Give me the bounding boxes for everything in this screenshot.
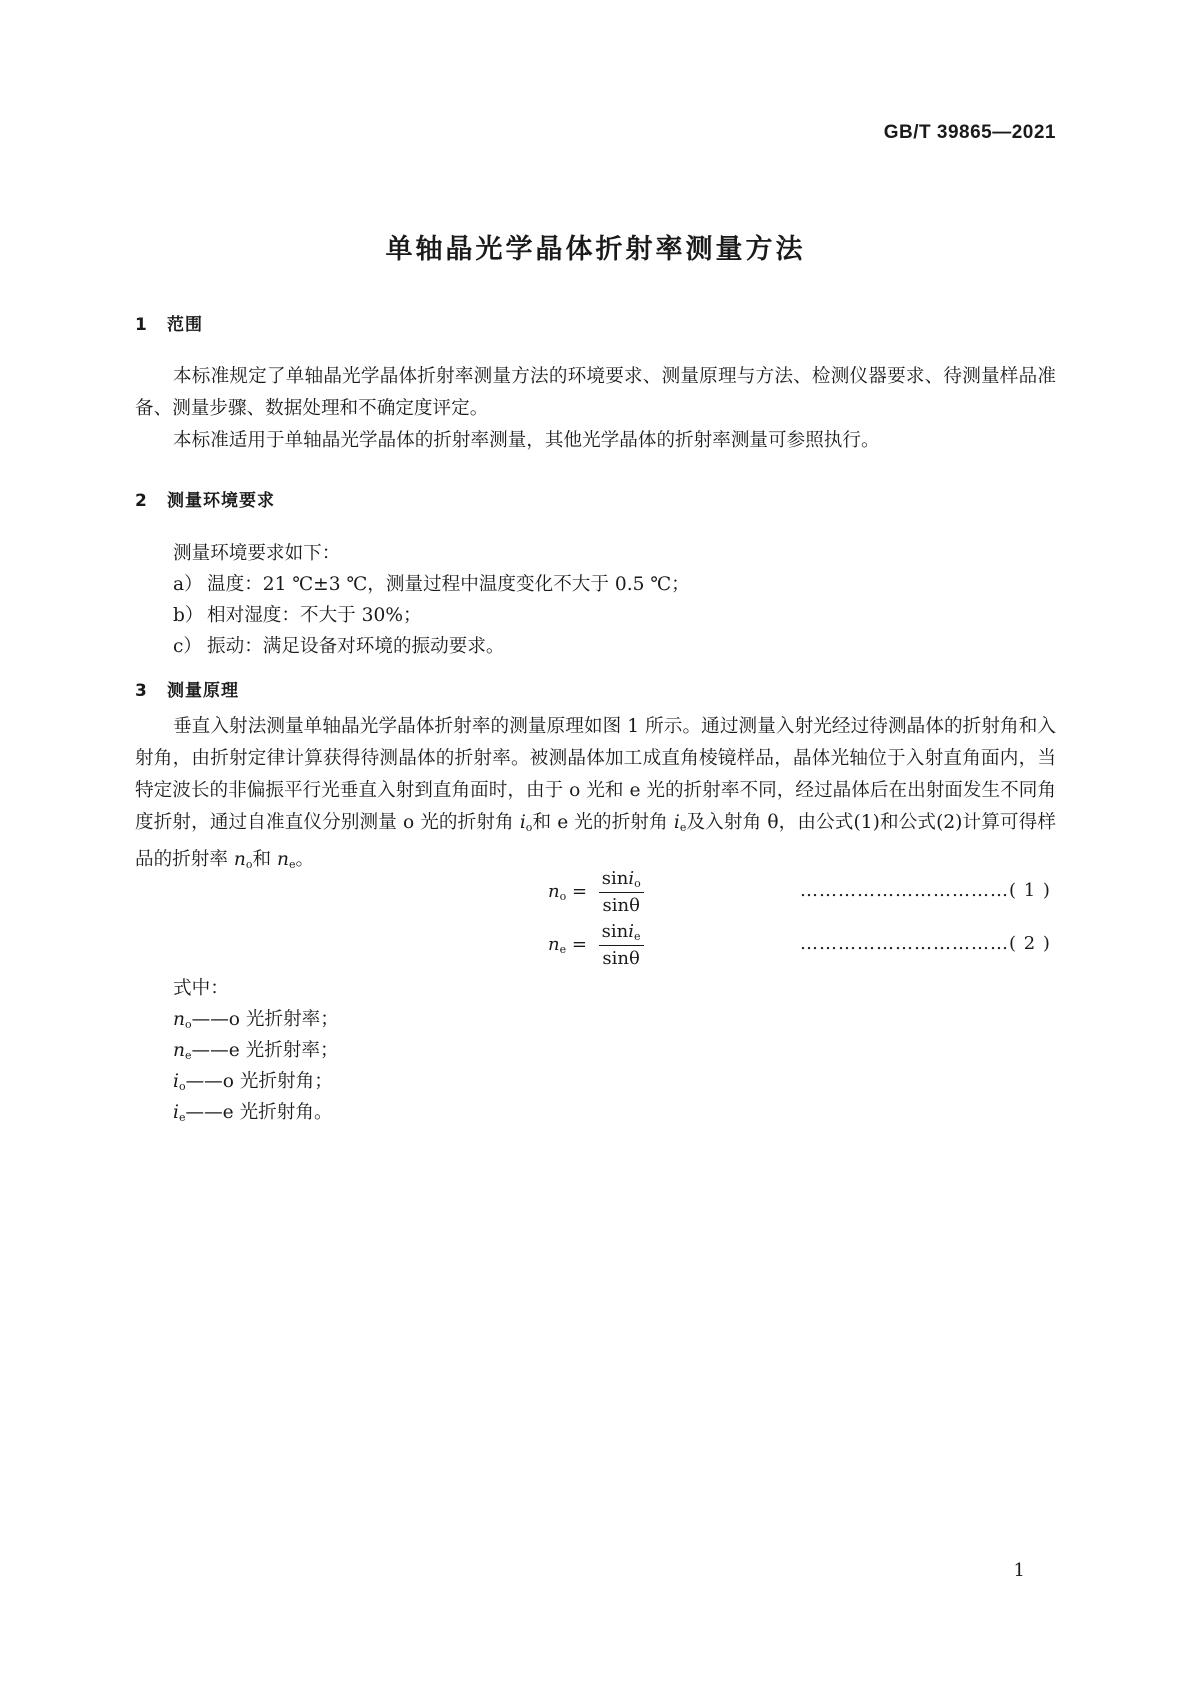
subscript: e [184,1049,192,1062]
list-item [173,600,422,632]
section-number: 1 [135,315,148,335]
equation-tag: ( 2 ) [1009,933,1051,954]
symbol: i [173,1102,179,1123]
section-2-intro: 测量环境要求如下： [173,543,341,564]
equation-tag: ( 1 ) [1009,880,1051,901]
subscript: o [559,890,567,903]
section-1-paragraph-2: 本标准适用于单轴晶光学晶体的折射率测量，其他光学晶体的折射率测量可参照执行。 [173,430,880,451]
definition-text: ——e 光折射率； [191,1040,339,1061]
fraction [599,921,644,969]
equation-number-2 [800,933,1051,954]
list-text: 振动：满足设备对环境的振动要求。 [207,636,505,657]
leader-dots: …………………………… [800,880,1009,901]
subscript: o [245,858,253,871]
document-title: 单轴晶光学晶体折射率测量方法 [385,234,806,265]
numerator [599,921,644,946]
text-run: 垂直入射法测量单轴晶光学晶体折射率的测量原理如图 1 所示。通过测量入射光经过待测晶体的折射角和入射角，由折射定律计算获得待测晶体的折射率。被测晶体加工成直角棱镜样品，晶体光轴位于入射直角面内，当特定波长的非偏振平行光垂直入射到直角面时，由于 o 光和 e 光的折射率不同，经过晶体后在出射面发生不同角度折射，通过自准直仪分别测量 o 光的折射角 [135,716,1056,833]
sin-text: sin [601,868,629,889]
where-label: 式中： [173,978,229,999]
fraction [599,868,644,916]
symbol: n [233,849,246,870]
subscript: e [178,1111,186,1124]
definition-text: ——e 光折射角。 [185,1102,333,1123]
section-number: 2 [135,491,148,511]
list-marker: b） [173,605,204,626]
numerator [599,868,644,893]
symbol: i [628,921,635,942]
list-marker: a） [173,574,203,595]
symbol: n [173,1040,185,1061]
section-2-heading [135,486,275,511]
symbol: i [628,868,635,889]
text-run: 。 [295,849,315,870]
text-run: 和 e 光的折射角 [532,812,674,833]
definition-item [173,1097,333,1134]
symbol: i [173,1071,179,1092]
text-run: 及入射角 θ，由公式(1)和公式(2)计算可得样品的折射率 [135,812,1056,870]
sin-text: sin [601,921,629,942]
subscript: o [178,1080,186,1093]
list-text: 温度：21 ℃±3 ℃，测量过程中温度变化不大于 0.5 ℃； [207,574,690,595]
formula-lhs: n [548,881,560,902]
section-title: 测量环境要求 [167,491,275,511]
section-title: 范围 [167,315,203,335]
equals-sign: = [571,881,588,902]
list-item [173,631,505,663]
section-1-paragraph-1: 本标准规定了单轴晶光学晶体折射率测量方法的环境要求、测量原理与方法、检测仪器要求、待测量样品准备、测量步骤、数据处理和不确定度评定。 [135,366,1056,419]
subscript: e [559,943,567,956]
list-item [173,569,690,601]
equals-sign: = [571,934,587,955]
equation-number-1 [800,880,1051,901]
page-number: 1 [1013,1560,1025,1581]
definition-text: ——o 光折射角； [185,1071,333,1092]
list-marker: c） [173,636,203,657]
symbol: n [277,849,289,870]
denominator: sinθ [602,895,640,916]
section-title: 测量原理 [167,681,239,701]
standard-number: GB/T 39865—2021 [883,122,1056,143]
symbol: i [673,812,680,833]
leader-dots: …………………………… [800,933,1009,954]
subscript: e [634,930,641,943]
text-run: 和 [252,849,278,870]
subscript: e [679,821,687,834]
section-3-heading [135,676,239,701]
denominator: sinθ [602,948,640,969]
formula-1 [548,868,644,916]
section-1-heading [135,310,203,335]
formula-lhs: n [548,934,560,955]
subscript: o [634,877,641,890]
section-number: 3 [135,681,148,701]
definition-text: ——o 光折射率； [191,1009,339,1030]
symbol: n [173,1009,185,1030]
subscript: o [525,821,533,834]
symbol: i [519,812,526,833]
list-text: 相对湿度：不大于 30%； [207,605,422,626]
subscript: o [184,1018,192,1031]
formula-2 [548,921,644,969]
section-3-paragraph [135,711,1056,881]
subscript: e [289,858,296,871]
